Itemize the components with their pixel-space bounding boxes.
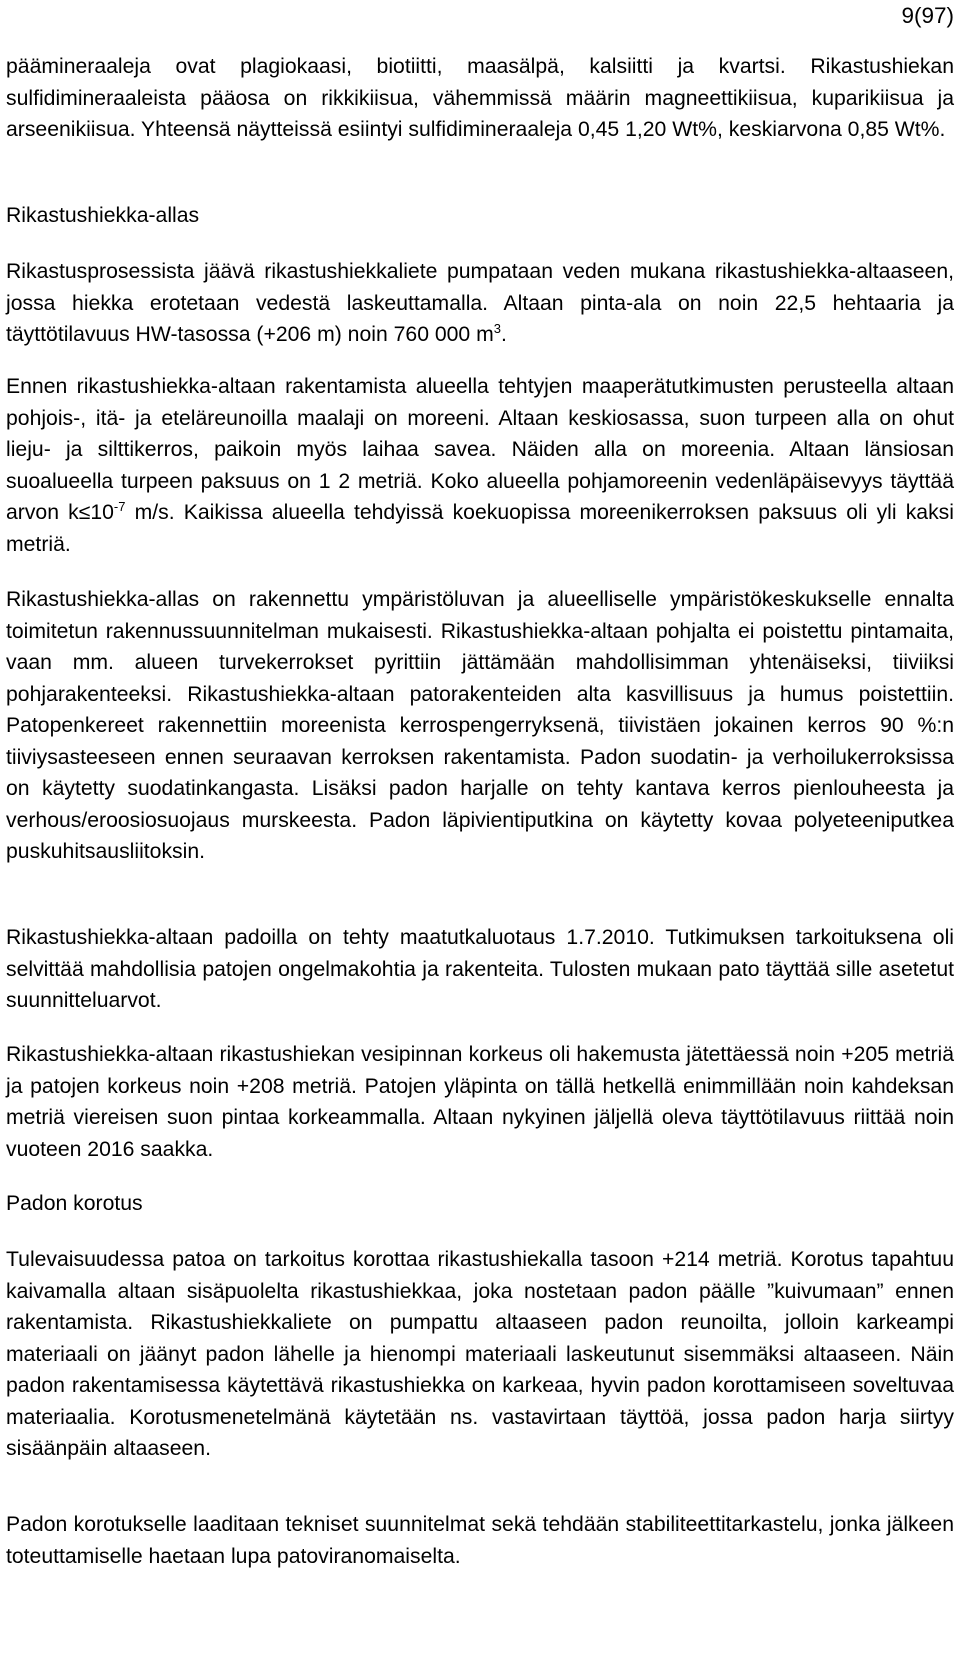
section-heading-allas: Rikastushiekka-allas xyxy=(6,204,200,227)
section-heading-korotus: Padon korotus xyxy=(6,1192,143,1215)
allas-paragraph-4: Rikastushiekka-altaan padoilla on tehty maatutkaluotaus 1.7.2010. Tutkimuksen tarkoituksena oli selvittää mahdollisia patojen ongelmakohtia ja rakenteita. Tulosten mukaan pato täyttää sille asetetut suunnitteluarvot. xyxy=(6,926,954,1012)
allas-paragraph-3: Rikastushiekka-allas on rakennettu ympäristöluvan ja alueelliselle ympäristökeskukselle ennalta toimitetun rakennussuunnitelman mukaisesti. Rikastushiekka-altaan pohjalta ei poistettu pintamaita, vaan mm. alueen turvekerrokset pyrittiin jättämään mahdollisimman yhtenäiseksi, tiiviiksi pohjarakenteeksi. Rikastushiekka-altaan patorakenteiden alta kasvillisuus ja humus poistettiin. Patopenkereet rakennettiin moreenista kerrospengerryksenä, tiivistäen jokainen kerros 90 %:n tiiviysasteeseen ennen seuraavan kerroksen rakentamista. Padon suodatin- ja verhoilukerroksissa on käytetty suodatinkangasta. Lisäksi padon harjalle on tehty kantava kerros pienlouheesta ja verhous/eroosiosuojaus murskeesta. Padon läpivientiputkina on käytetty kovaa polyeteeniputkea puskuhitsausliitoksin. xyxy=(6,588,954,863)
allas-paragraph-1-text: Rikastusprosessista jäävä rikastushiekkaliete pumpataan veden mukana rikastushiekka-altaaseen, jossa hiekka erotetaan vedestä laskeuttamalla. Altaan pinta-ala on noin 22,5 hehtaaria ja täyttötilavuus HW-tasossa (+206 m) noin 760 000 m xyxy=(6,260,954,346)
document-page xyxy=(6,0,954,1665)
intro-paragraph: päämineraaleja ovat plagiokaasi, biotiitti, maasälpä, kalsiitti ja kvartsi. Rikastushiekan sulfidimineraaleista pääosa on rikkikiisua, vähemmissä määrin magneettikiisua, kuparikiisua ja arseenikiisua. Yhteensä näytteissä esiintyi sulfidimineraaleja 0,45 1,20 Wt%, keskiarvona 0,85 Wt%. xyxy=(6,55,954,141)
allas-paragraph-2 xyxy=(6,371,954,560)
allas-paragraph-2-text: Ennen rikastushiekka-altaan rakentamista alueella tehtyjen maaperätutkimusten perusteella altaan pohjois-, itä- ja eteläreunoilla maalaji on moreeni. Altaan keskiosassa, suon turpeen alla on ohut lieju- ja silttikerros, paikoin myös laihaa savea. Näiden alla on moreenia. Altaan länsiosan suoalueella turpeen paksuus on 1 2 metriä. Koko alueella pohjamoreenin vedenläpäisevyys täyttää arvon k≤10 xyxy=(6,375,954,524)
allas-paragraph-1-tail: . xyxy=(500,323,507,346)
page-number: 9(97) xyxy=(901,3,954,28)
allas-paragraph-2-tail: m/s. Kaikissa alueella tehdyissä koekuopissa moreenikerroksen paksuus oli yli kaksi metriä. xyxy=(6,501,954,556)
korotus-paragraph-1: Tulevaisuudessa patoa on tarkoitus korottaa rikastushiekalla tasoon +214 metriä. Korotus tapahtuu kaivamalla altaan sisäpuolelta rikastushiekkaa, joka nostetaan padon päälle ”kuivumaan” ennen rakentamista. Rikastushiekkaliete on pumpattu altaaseen padon reunoilta, jolloin karkeampi materiaali on jäänyt padon lähelle ja hienompi materiaali laskeutunut sisemmäksi altaaseen. Näin padon rakentamisessa käytettävä rikastushiekka on karkeaa, hyvin padon korottamiseen soveltuvaa materiaalia. Korotusmenetelmänä käytetään ns. vastavirtaan täyttöä, jossa padon harja siirtyy sisäänpäin altaaseen. xyxy=(6,1248,954,1460)
superscript: -7 xyxy=(113,498,126,514)
korotus-paragraph-2: Padon korotukselle laaditaan tekniset suunnitelmat sekä tehdään stabiliteettitarkastelu, jonka jälkeen toteuttamiselle haetaan lupa patoviranomaiselta. xyxy=(6,1513,954,1568)
superscript: 3 xyxy=(493,320,501,336)
allas-paragraph-5: Rikastushiekka-altaan rikastushiekan vesipinnan korkeus oli hakemusta jätettäessä noin +205 metriä ja patojen korkeus noin +208 metriä. Patojen yläpinta on tällä hetkellä enimmillään noin kahdeksan metriä viereisen suon pintaa korkeammalla. Altaan nykyinen jäljellä oleva täyttötilavuus riittää noin vuoteen 2016 saakka. xyxy=(6,1043,954,1161)
allas-paragraph-1 xyxy=(6,256,954,351)
